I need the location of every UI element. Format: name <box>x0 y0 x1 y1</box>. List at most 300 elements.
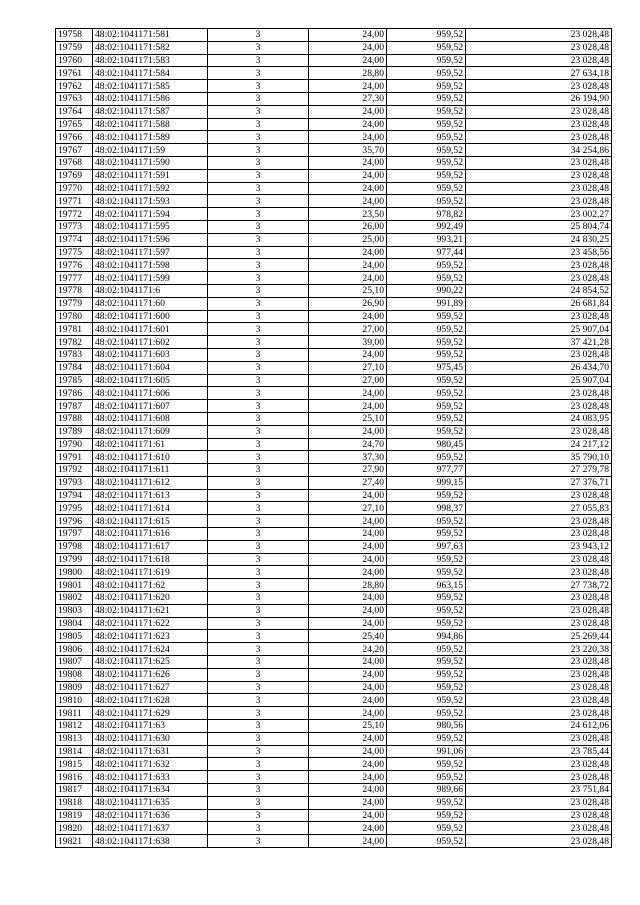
specific-value-cell: 978,82 <box>387 208 466 221</box>
table-row <box>56 528 612 541</box>
cadastral-number-cell: 48:02:1041171:614 <box>93 502 208 515</box>
specific-value-cell: 959,52 <box>387 694 466 707</box>
category-cell: 3 <box>208 604 309 617</box>
table-row <box>56 348 612 361</box>
cadastral-number-cell: 48:02:1041171:608 <box>93 412 208 425</box>
specific-value-cell: 997,63 <box>387 540 466 553</box>
area-cell: 24,00 <box>309 118 387 131</box>
row-number-cell: 19821 <box>56 835 93 848</box>
table-row <box>56 412 612 425</box>
category-cell: 3 <box>208 822 309 835</box>
cadastral-number-cell: 48:02:1041171:602 <box>93 336 208 349</box>
cadastral-value-cell: 26 681,84 <box>466 297 612 310</box>
area-cell: 24,00 <box>309 169 387 182</box>
specific-value-cell: 990,22 <box>387 284 466 297</box>
cadastral-number-cell: 48:02:1041171:601 <box>93 323 208 336</box>
table-row <box>56 361 612 374</box>
area-cell: 24,00 <box>309 272 387 285</box>
cadastral-value-cell: 23 028,48 <box>466 694 612 707</box>
category-cell: 3 <box>208 233 309 246</box>
cadastral-number-cell: 48:02:1041171:616 <box>93 528 208 541</box>
row-number-cell: 19778 <box>56 284 93 297</box>
row-number-cell: 19816 <box>56 771 93 784</box>
table-row <box>56 400 612 413</box>
area-cell: 24,00 <box>309 656 387 669</box>
cadastral-number-cell: 48:02:1041171:593 <box>93 195 208 208</box>
row-number-cell: 19790 <box>56 438 93 451</box>
area-cell: 24,00 <box>309 540 387 553</box>
specific-value-cell: 959,52 <box>387 80 466 93</box>
row-number-cell: 19791 <box>56 451 93 464</box>
category-cell: 3 <box>208 476 309 489</box>
cadastral-value-cell: 23 028,48 <box>466 348 612 361</box>
specific-value-cell: 959,52 <box>387 553 466 566</box>
table-row <box>56 220 612 233</box>
category-cell: 3 <box>208 835 309 848</box>
row-number-cell: 19783 <box>56 348 93 361</box>
cadastral-number-cell: 48:02:1041171:589 <box>93 131 208 144</box>
table-row <box>56 656 612 669</box>
table-row <box>56 195 612 208</box>
category-cell: 3 <box>208 220 309 233</box>
specific-value-cell: 959,52 <box>387 617 466 630</box>
cadastral-value-cell: 23 028,48 <box>466 809 612 822</box>
category-cell: 3 <box>208 438 309 451</box>
row-number-cell: 19806 <box>56 643 93 656</box>
area-cell: 27,90 <box>309 464 387 477</box>
specific-value-cell: 959,52 <box>387 336 466 349</box>
table-row <box>56 668 612 681</box>
category-cell: 3 <box>208 67 309 80</box>
category-cell: 3 <box>208 259 309 272</box>
cadastral-value-cell: 23 028,48 <box>466 707 612 720</box>
category-cell: 3 <box>208 630 309 643</box>
cadastral-number-cell: 48:02:1041171:587 <box>93 105 208 118</box>
area-cell: 28,80 <box>309 67 387 80</box>
table-row <box>56 272 612 285</box>
specific-value-cell: 963,15 <box>387 579 466 592</box>
cadastral-number-cell: 48:02:1041171:636 <box>93 809 208 822</box>
table-row <box>56 144 612 157</box>
row-number-cell: 19769 <box>56 169 93 182</box>
category-cell: 3 <box>208 502 309 515</box>
specific-value-cell: 959,52 <box>387 348 466 361</box>
area-cell: 24,00 <box>309 29 387 42</box>
cadastral-value-cell: 27 279,78 <box>466 464 612 477</box>
category-cell: 3 <box>208 758 309 771</box>
table-row <box>56 323 612 336</box>
table-row <box>56 707 612 720</box>
category-cell: 3 <box>208 579 309 592</box>
category-cell: 3 <box>208 489 309 502</box>
specific-value-cell: 959,52 <box>387 643 466 656</box>
cadastral-number-cell: 48:02:1041171:634 <box>93 784 208 797</box>
cadastral-number-cell: 48:02:1041171:635 <box>93 796 208 809</box>
cadastral-value-cell: 23 028,48 <box>466 668 612 681</box>
category-cell: 3 <box>208 681 309 694</box>
table-row <box>56 464 612 477</box>
area-cell: 27,40 <box>309 476 387 489</box>
specific-value-cell: 991,06 <box>387 745 466 758</box>
cadastral-value-cell: 23 751,84 <box>466 784 612 797</box>
cadastral-value-cell: 23 028,48 <box>466 169 612 182</box>
cadastral-value-cell: 24 830,25 <box>466 233 612 246</box>
table-row <box>56 233 612 246</box>
cadastral-value-cell: 23 028,48 <box>466 796 612 809</box>
cadastral-number-cell: 48:02:1041171:623 <box>93 630 208 643</box>
specific-value-cell: 959,52 <box>387 515 466 528</box>
row-number-cell: 19786 <box>56 387 93 400</box>
area-cell: 24,00 <box>309 694 387 707</box>
row-number-cell: 19780 <box>56 310 93 323</box>
row-number-cell: 19808 <box>56 668 93 681</box>
row-number-cell: 19818 <box>56 796 93 809</box>
cadastral-value-cell: 23 028,48 <box>466 272 612 285</box>
row-number-cell: 19819 <box>56 809 93 822</box>
area-cell: 24,00 <box>309 195 387 208</box>
table-row <box>56 515 612 528</box>
cadastral-value-cell: 23 028,48 <box>466 604 612 617</box>
table-row <box>56 374 612 387</box>
row-number-cell: 19805 <box>56 630 93 643</box>
table-row <box>56 169 612 182</box>
area-cell: 27,00 <box>309 323 387 336</box>
area-cell: 24,00 <box>309 54 387 67</box>
row-number-cell: 19787 <box>56 400 93 413</box>
area-cell: 24,00 <box>309 131 387 144</box>
row-number-cell: 19794 <box>56 489 93 502</box>
area-cell: 24,00 <box>309 758 387 771</box>
cadastral-value-cell: 23 028,48 <box>466 54 612 67</box>
area-cell: 27,30 <box>309 92 387 105</box>
table-row <box>56 732 612 745</box>
category-cell: 3 <box>208 323 309 336</box>
area-cell: 24,00 <box>309 707 387 720</box>
category-cell: 3 <box>208 515 309 528</box>
row-number-cell: 19807 <box>56 656 93 669</box>
specific-value-cell: 977,77 <box>387 464 466 477</box>
area-cell: 24,70 <box>309 438 387 451</box>
table-row <box>56 809 612 822</box>
row-number-cell: 19799 <box>56 553 93 566</box>
specific-value-cell: 959,52 <box>387 29 466 42</box>
category-cell: 3 <box>208 809 309 822</box>
area-cell: 24,00 <box>309 822 387 835</box>
area-cell: 24,00 <box>309 400 387 413</box>
row-number-cell: 19766 <box>56 131 93 144</box>
table-row <box>56 540 612 553</box>
table-row <box>56 630 612 643</box>
cadastral-number-cell: 48:02:1041171:613 <box>93 489 208 502</box>
table-row <box>56 502 612 515</box>
cadastral-value-cell: 23 028,48 <box>466 195 612 208</box>
specific-value-cell: 959,52 <box>387 310 466 323</box>
cadastral-number-cell: 48:02:1041171:6 <box>93 284 208 297</box>
specific-value-cell: 959,52 <box>387 796 466 809</box>
specific-value-cell: 959,52 <box>387 489 466 502</box>
cadastral-number-cell: 48:02:1041171:603 <box>93 348 208 361</box>
category-cell: 3 <box>208 54 309 67</box>
category-cell: 3 <box>208 387 309 400</box>
row-number-cell: 19781 <box>56 323 93 336</box>
category-cell: 3 <box>208 540 309 553</box>
cadastral-value-cell: 23 028,48 <box>466 387 612 400</box>
cadastral-number-cell: 48:02:1041171:629 <box>93 707 208 720</box>
area-cell: 24,00 <box>309 259 387 272</box>
cadastral-number-cell: 48:02:1041171:590 <box>93 156 208 169</box>
row-number-cell: 19788 <box>56 412 93 425</box>
row-number-cell: 19772 <box>56 208 93 221</box>
area-cell: 24,00 <box>309 835 387 848</box>
area-cell: 24,00 <box>309 796 387 809</box>
area-cell: 24,00 <box>309 528 387 541</box>
specific-value-cell: 977,44 <box>387 246 466 259</box>
cadastral-number-cell: 48:02:1041171:592 <box>93 182 208 195</box>
cadastral-value-cell: 26 194,90 <box>466 92 612 105</box>
category-cell: 3 <box>208 592 309 605</box>
row-number-cell: 19771 <box>56 195 93 208</box>
category-cell: 3 <box>208 284 309 297</box>
category-cell: 3 <box>208 182 309 195</box>
specific-value-cell: 992,49 <box>387 220 466 233</box>
cadastral-number-cell: 48:02:1041171:596 <box>93 233 208 246</box>
cadastral-value-cell: 27 055,83 <box>466 502 612 515</box>
cadastral-value-cell: 24 854,52 <box>466 284 612 297</box>
cadastral-number-cell: 48:02:1041171:628 <box>93 694 208 707</box>
specific-value-cell: 959,52 <box>387 451 466 464</box>
area-cell: 25,00 <box>309 233 387 246</box>
category-cell: 3 <box>208 144 309 157</box>
row-number-cell: 19802 <box>56 592 93 605</box>
specific-value-cell: 959,52 <box>387 566 466 579</box>
row-number-cell: 19804 <box>56 617 93 630</box>
category-cell: 3 <box>208 617 309 630</box>
cadastral-value-cell: 23 028,48 <box>466 656 612 669</box>
specific-value-cell: 959,52 <box>387 592 466 605</box>
area-cell: 24,00 <box>309 41 387 54</box>
category-cell: 3 <box>208 656 309 669</box>
row-number-cell: 19774 <box>56 233 93 246</box>
cadastral-number-cell: 48:02:1041171:615 <box>93 515 208 528</box>
specific-value-cell: 959,52 <box>387 156 466 169</box>
cadastral-number-cell: 48:02:1041171:618 <box>93 553 208 566</box>
cadastral-value-cell: 23 943,12 <box>466 540 612 553</box>
area-cell: 24,00 <box>309 80 387 93</box>
table-row <box>56 784 612 797</box>
table-row <box>56 553 612 566</box>
category-cell: 3 <box>208 400 309 413</box>
table-row <box>56 41 612 54</box>
category-cell: 3 <box>208 668 309 681</box>
cadastral-value-cell: 23 028,48 <box>466 29 612 42</box>
cadastral-value-cell: 23 028,48 <box>466 553 612 566</box>
row-number-cell: 19761 <box>56 67 93 80</box>
area-cell: 27,10 <box>309 502 387 515</box>
cadastral-value-cell: 25 907,04 <box>466 323 612 336</box>
cadastral-number-cell: 48:02:1041171:599 <box>93 272 208 285</box>
cadastral-number-cell: 48:02:1041171:612 <box>93 476 208 489</box>
cadastral-value-cell: 23 028,48 <box>466 310 612 323</box>
area-cell: 24,00 <box>309 668 387 681</box>
area-cell: 24,00 <box>309 553 387 566</box>
table-row <box>56 796 612 809</box>
row-number-cell: 19798 <box>56 540 93 553</box>
cadastral-number-cell: 48:02:1041171:582 <box>93 41 208 54</box>
specific-value-cell: 959,52 <box>387 259 466 272</box>
category-cell: 3 <box>208 796 309 809</box>
row-number-cell: 19782 <box>56 336 93 349</box>
category-cell: 3 <box>208 105 309 118</box>
area-cell: 24,00 <box>309 246 387 259</box>
row-number-cell: 19820 <box>56 822 93 835</box>
row-number-cell: 19765 <box>56 118 93 131</box>
cadastral-number-cell: 48:02:1041171:638 <box>93 835 208 848</box>
area-cell: 24,00 <box>309 592 387 605</box>
table-row <box>56 451 612 464</box>
table-row <box>56 745 612 758</box>
cadastral-number-cell: 48:02:1041171:627 <box>93 681 208 694</box>
area-cell: 24,00 <box>309 105 387 118</box>
category-cell: 3 <box>208 553 309 566</box>
category-cell: 3 <box>208 464 309 477</box>
area-cell: 25,10 <box>309 284 387 297</box>
row-number-cell: 19809 <box>56 681 93 694</box>
row-number-cell: 19813 <box>56 732 93 745</box>
cadastral-value-cell: 23 028,48 <box>466 156 612 169</box>
category-cell: 3 <box>208 425 309 438</box>
cadastral-number-cell: 48:02:1041171:586 <box>93 92 208 105</box>
row-number-cell: 19797 <box>56 528 93 541</box>
table-row <box>56 425 612 438</box>
category-cell: 3 <box>208 348 309 361</box>
specific-value-cell: 959,52 <box>387 118 466 131</box>
category-cell: 3 <box>208 169 309 182</box>
specific-value-cell: 959,52 <box>387 809 466 822</box>
area-cell: 25,10 <box>309 412 387 425</box>
cadastral-number-cell: 48:02:1041171:588 <box>93 118 208 131</box>
cadastral-number-cell: 48:02:1041171:584 <box>93 67 208 80</box>
cadastral-number-cell: 48:02:1041171:622 <box>93 617 208 630</box>
category-cell: 3 <box>208 451 309 464</box>
area-cell: 24,20 <box>309 643 387 656</box>
category-cell: 3 <box>208 528 309 541</box>
cadastral-value-table <box>55 28 612 848</box>
cadastral-number-cell: 48:02:1041171:606 <box>93 387 208 400</box>
specific-value-cell: 959,52 <box>387 604 466 617</box>
table-row <box>56 681 612 694</box>
table-row <box>56 835 612 848</box>
area-cell: 24,00 <box>309 425 387 438</box>
row-number-cell: 19779 <box>56 297 93 310</box>
table-row <box>56 297 612 310</box>
category-cell: 3 <box>208 92 309 105</box>
cadastral-value-cell: 23 028,48 <box>466 182 612 195</box>
cadastral-number-cell: 48:02:1041171:63 <box>93 720 208 733</box>
specific-value-cell: 959,52 <box>387 323 466 336</box>
specific-value-cell: 959,52 <box>387 758 466 771</box>
table-row <box>56 259 612 272</box>
cadastral-number-cell: 48:02:1041171:626 <box>93 668 208 681</box>
cadastral-number-cell: 48:02:1041171:60 <box>93 297 208 310</box>
row-number-cell: 19775 <box>56 246 93 259</box>
row-number-cell: 19793 <box>56 476 93 489</box>
table-row <box>56 336 612 349</box>
cadastral-value-cell: 23 028,48 <box>466 732 612 745</box>
cadastral-value-cell: 23 220,38 <box>466 643 612 656</box>
category-cell: 3 <box>208 361 309 374</box>
cadastral-number-cell: 48:02:1041171:632 <box>93 758 208 771</box>
specific-value-cell: 959,52 <box>387 387 466 400</box>
category-cell: 3 <box>208 784 309 797</box>
cadastral-number-cell: 48:02:1041171:62 <box>93 579 208 592</box>
table-row <box>56 284 612 297</box>
cadastral-number-cell: 48:02:1041171:598 <box>93 259 208 272</box>
row-number-cell: 19764 <box>56 105 93 118</box>
table-body <box>56 29 612 848</box>
cadastral-number-cell: 48:02:1041171:600 <box>93 310 208 323</box>
table-row <box>56 579 612 592</box>
table-row <box>56 566 612 579</box>
row-number-cell: 19815 <box>56 758 93 771</box>
cadastral-value-cell: 23 028,48 <box>466 80 612 93</box>
category-cell: 3 <box>208 208 309 221</box>
area-cell: 35,70 <box>309 144 387 157</box>
category-cell: 3 <box>208 272 309 285</box>
specific-value-cell: 959,52 <box>387 822 466 835</box>
area-cell: 24,00 <box>309 310 387 323</box>
category-cell: 3 <box>208 643 309 656</box>
table-row <box>56 131 612 144</box>
area-cell: 25,40 <box>309 630 387 643</box>
area-cell: 24,00 <box>309 617 387 630</box>
cadastral-number-cell: 48:02:1041171:611 <box>93 464 208 477</box>
specific-value-cell: 959,52 <box>387 771 466 784</box>
specific-value-cell: 975,45 <box>387 361 466 374</box>
area-cell: 24,00 <box>309 604 387 617</box>
category-cell: 3 <box>208 745 309 758</box>
cadastral-number-cell: 48:02:1041171:633 <box>93 771 208 784</box>
row-number-cell: 19776 <box>56 259 93 272</box>
cadastral-number-cell: 48:02:1041171:605 <box>93 374 208 387</box>
specific-value-cell: 959,52 <box>387 668 466 681</box>
specific-value-cell: 959,52 <box>387 400 466 413</box>
cadastral-value-cell: 23 028,48 <box>466 41 612 54</box>
specific-value-cell: 959,52 <box>387 425 466 438</box>
cadastral-value-cell: 23 028,48 <box>466 566 612 579</box>
table-row <box>56 822 612 835</box>
category-cell: 3 <box>208 336 309 349</box>
specific-value-cell: 959,52 <box>387 528 466 541</box>
specific-value-cell: 959,52 <box>387 707 466 720</box>
specific-value-cell: 959,52 <box>387 195 466 208</box>
category-cell: 3 <box>208 310 309 323</box>
table-row <box>56 592 612 605</box>
row-number-cell: 19762 <box>56 80 93 93</box>
specific-value-cell: 959,52 <box>387 412 466 425</box>
cadastral-value-cell: 23 028,48 <box>466 105 612 118</box>
row-number-cell: 19777 <box>56 272 93 285</box>
category-cell: 3 <box>208 246 309 259</box>
area-cell: 25,10 <box>309 720 387 733</box>
specific-value-cell: 980,45 <box>387 438 466 451</box>
cadastral-number-cell: 48:02:1041171:630 <box>93 732 208 745</box>
cadastral-value-cell: 25 804,74 <box>466 220 612 233</box>
specific-value-cell: 959,52 <box>387 92 466 105</box>
cadastral-value-cell: 35 790,10 <box>466 451 612 464</box>
specific-value-cell: 959,52 <box>387 67 466 80</box>
cadastral-number-cell: 48:02:1041171:595 <box>93 220 208 233</box>
category-cell: 3 <box>208 720 309 733</box>
